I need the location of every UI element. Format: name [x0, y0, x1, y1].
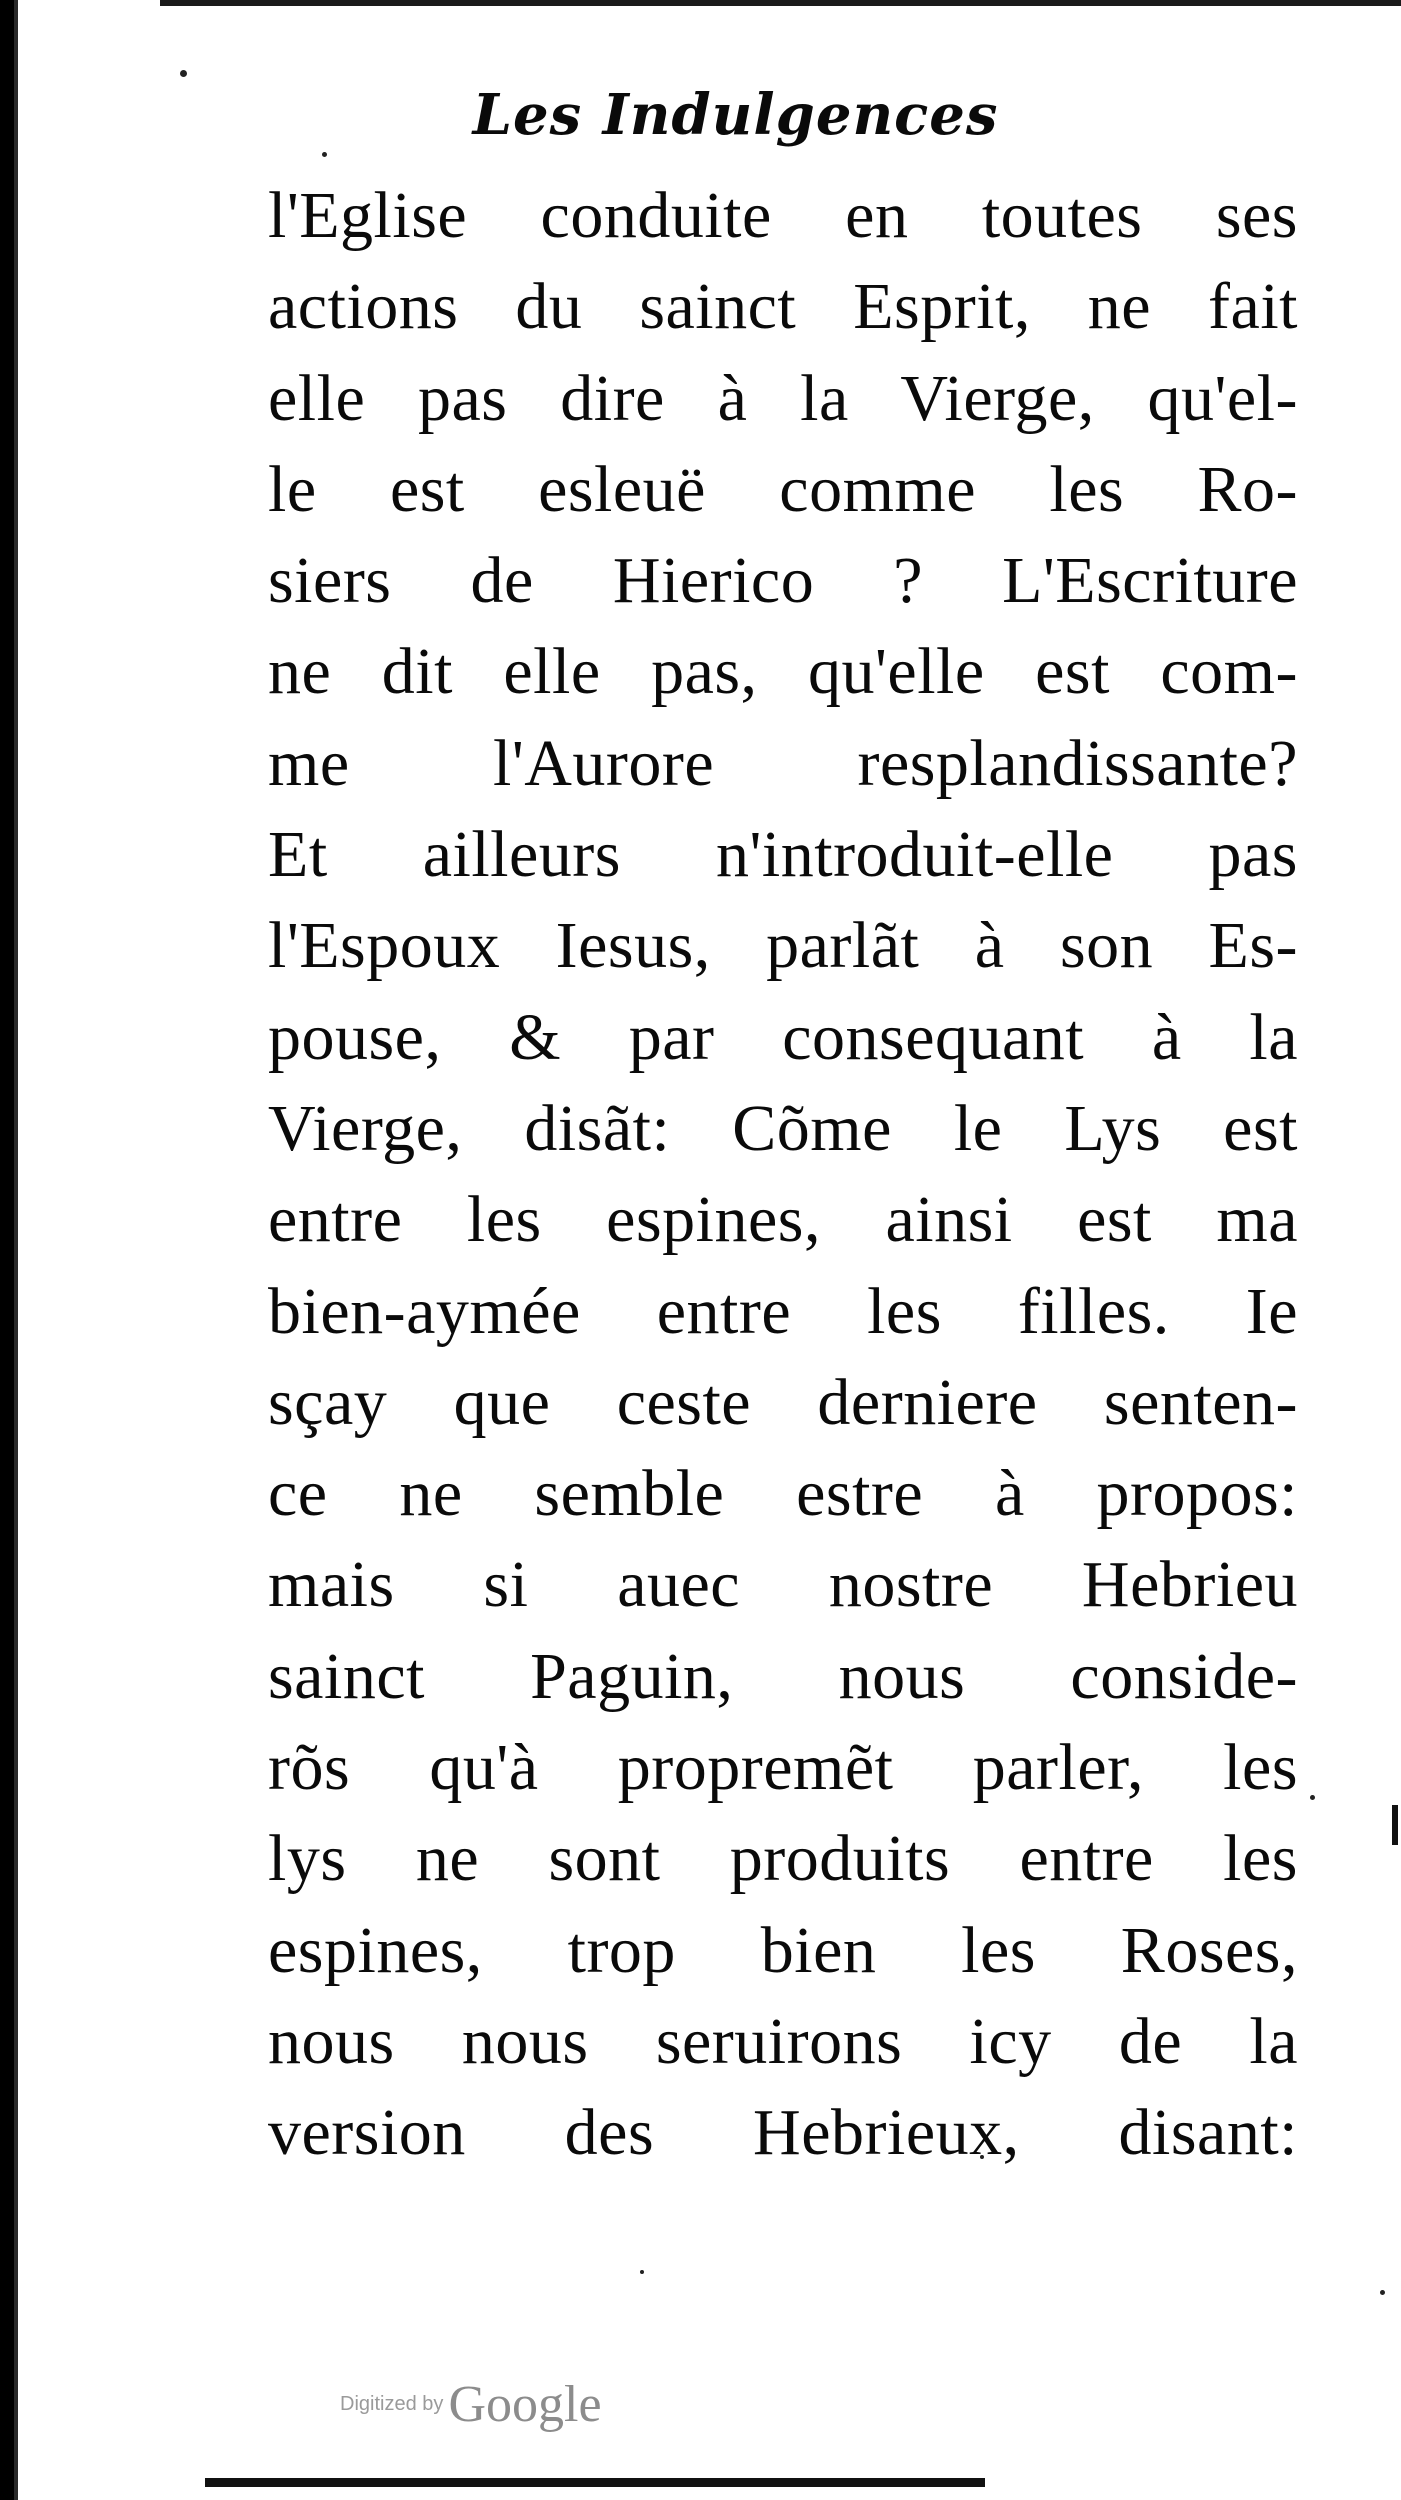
- text-line: version des Hebrieux, disant:: [268, 2096, 1298, 2170]
- text-line: espines, trop bien les Roses,: [268, 1913, 1298, 1987]
- scan-left-edge: [0, 0, 14, 2500]
- text-line: actions du sainct Esprit, ne fait: [268, 270, 1298, 344]
- ink-speck: [322, 152, 327, 157]
- text-line: bien-aymée entre les filles. Ie: [268, 1274, 1298, 1348]
- running-head: Les Indulgences: [472, 82, 999, 148]
- text-line: elle pas dire à la Vierge, qu'el-: [268, 361, 1298, 435]
- text-line: sainct Paguin, nous conside-: [268, 1639, 1298, 1713]
- text-line: ne dit elle pas, qu'elle est com-: [268, 635, 1298, 709]
- scan-top-edge: [160, 0, 1401, 6]
- text-line: mais si auec nostre Hebrieu: [268, 1548, 1298, 1622]
- scan-bottom-edge: [205, 2478, 985, 2487]
- google-logo: Google: [448, 2376, 602, 2433]
- ink-speck: [1380, 2290, 1385, 2295]
- scan-right-mark: [1392, 1805, 1398, 1845]
- text-line: siers de Hierico ? L'Escriture: [268, 544, 1298, 618]
- text-line: entre les espines, ainsi est ma: [268, 1183, 1298, 1257]
- text-line: lys ne sont produits entre les: [268, 1822, 1298, 1896]
- digitized-watermark: [340, 2375, 602, 2434]
- text-line: pouse, & par consequant à la: [268, 1000, 1298, 1074]
- text-line: le est esleuë comme les Ro-: [268, 452, 1298, 526]
- body-text: [268, 170, 1298, 2179]
- text-line: l'Espoux Iesus, parlãt à son Es-: [268, 909, 1298, 983]
- text-line: ce ne semble estre à propos:: [268, 1457, 1298, 1531]
- text-line: me l'Aurore resplandissante?: [268, 726, 1298, 800]
- text-line: Vierge, disãt: Cõme le Lys est: [268, 1091, 1298, 1165]
- watermark-prefix: Digitized by: [340, 2393, 444, 2415]
- text-line: sçay que ceste derniere senten-: [268, 1365, 1298, 1439]
- text-line: rõs qu'à propremẽt parler, les: [268, 1731, 1298, 1805]
- text-line: l'Eglise conduite en toutes ses: [268, 179, 1298, 252]
- text-line: Et ailleurs n'introduit-elle pas: [268, 818, 1298, 892]
- ink-speck: [640, 2270, 644, 2274]
- ink-speck: [180, 70, 187, 77]
- ink-speck: [1310, 1795, 1315, 1800]
- text-line: nous nous seruirons icy de la: [268, 2004, 1298, 2078]
- scan-left-edge-shadow: [14, 0, 18, 2500]
